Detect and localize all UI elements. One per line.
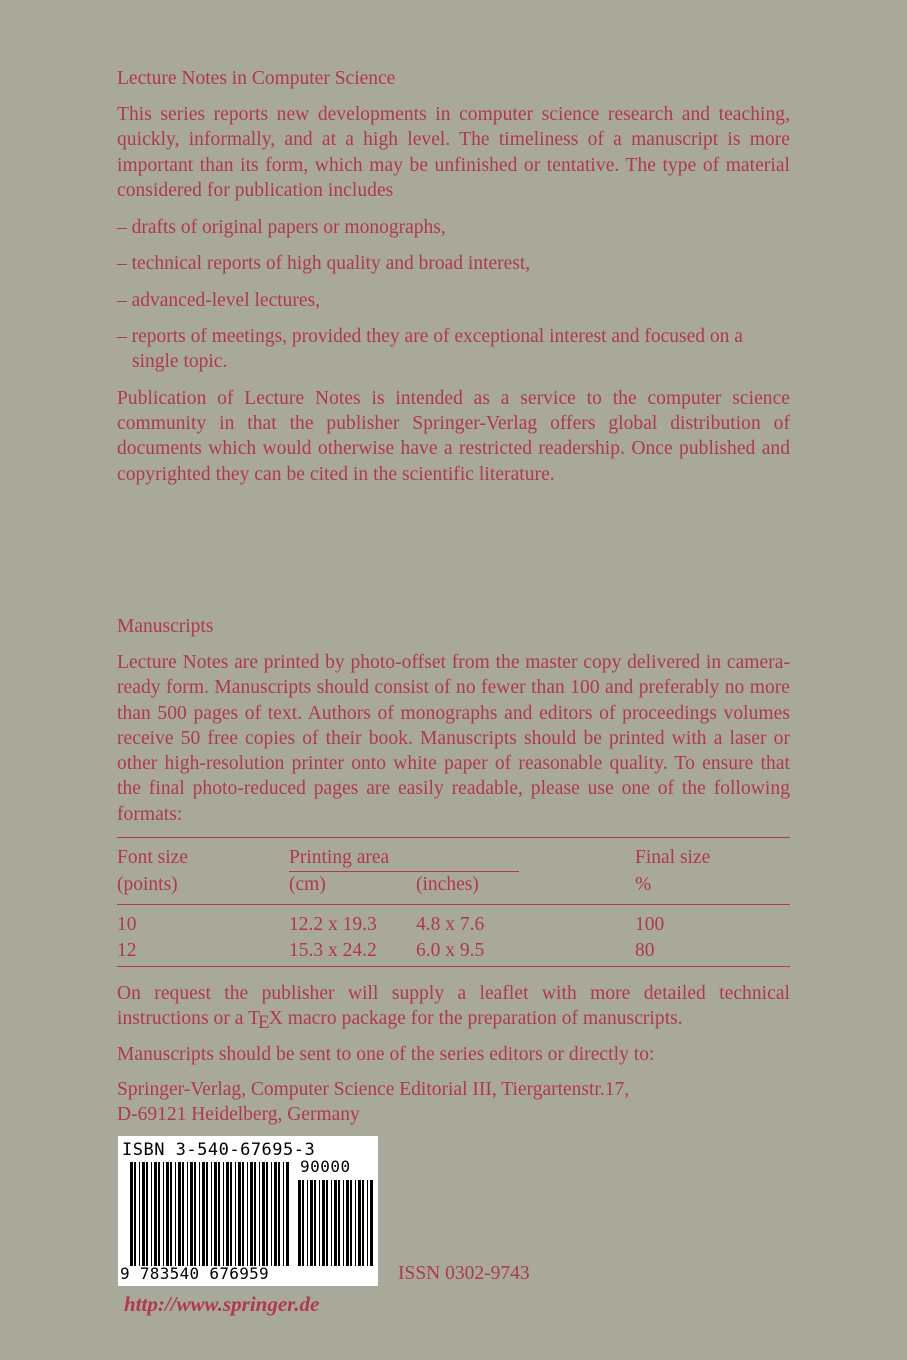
- publisher-address: [117, 1077, 790, 1127]
- address-line: Springer-Verlag, Computer Science Editorial III, Tiergartenstr.17,: [117, 1078, 630, 1100]
- list-item: – reports of meetings, provided they are of exceptional interest and focused on a single topic.: [117, 326, 743, 373]
- formats-table: [117, 837, 790, 967]
- series-description: [117, 66, 790, 487]
- list-item: – advanced-level lectures,: [117, 289, 321, 311]
- table-row: 10 12.2 x 19.3 4.8 x 7.6 100: [117, 914, 665, 936]
- publication-paragraph: Publication of Lecture Notes is intended as a service to the computer science community in that the publisher Springer-Verlag offers global distribution of documents which would otherwise have a restricted readership. Once published and copyrighted they can be cited in the scientific literature.: [117, 387, 790, 485]
- manuscripts-heading: Manuscripts: [117, 616, 214, 637]
- header-printing-area: Printing area: [289, 845, 519, 872]
- isbn-barcode: [118, 1136, 378, 1286]
- series-intro: This series reports new developments in computer science research and teaching, quickly, informally, and at a high level. The timeliness of a manuscript is more important than its form, which may be unfinished or tentative. The type of material considered for publication includes: [117, 104, 790, 201]
- subheader-points: (points): [117, 874, 178, 896]
- series-heading: Lecture Notes in Computer Science: [117, 68, 396, 89]
- ean-number: 9 783540 676959: [120, 1264, 269, 1283]
- addon-number: 90000: [300, 1157, 351, 1176]
- manuscripts-body: Lecture Notes are printed by photo-offset from the master copy delivered in camera-ready form. Manuscripts should consist of no fewer than 100 and preferably no more than 500 pages of text. Authors of monographs and editors of proceedings volumes receive 50 free copies of their book. Manuscripts should be printed with a laser or other high-resolution printer onto white paper of reasonable quality. To ensure that the final photo-reduced pages are easily readable, please use one of the following formats:: [117, 652, 790, 825]
- header-final-size: Final size: [635, 847, 711, 869]
- issn-label: ISSN 0302-9743: [398, 1263, 530, 1284]
- list-item: – drafts of original papers or monographs,: [117, 217, 446, 239]
- material-list: [117, 215, 790, 374]
- subheader-inches: (inches): [416, 874, 479, 896]
- isbn-number: ISBN 3-540-67695-3: [122, 1140, 316, 1160]
- request-paragraph: On request the publisher will supply a leaflet with more detailed technical instructions or a TEX macro package for the preparation of manuscripts.: [117, 983, 790, 1034]
- header-font-size: Font size: [117, 847, 188, 869]
- address-line: D-69121 Heidelberg, Germany: [117, 1103, 360, 1125]
- list-item: – technical reports of high quality and broad interest,: [117, 253, 531, 275]
- subheader-percent: %: [635, 874, 652, 896]
- subheader-cm: (cm): [289, 874, 326, 896]
- send-to-line: Manuscripts should be sent to one of the series editors or directly to:: [117, 1043, 655, 1065]
- table-row: 12 15.3 x 24.2 6.0 x 9.5 80: [117, 938, 790, 967]
- publisher-url[interactable]: http://www.springer.de: [124, 1292, 320, 1316]
- manuscripts-section: [117, 614, 790, 1127]
- tex-logo-e: E: [258, 1012, 270, 1034]
